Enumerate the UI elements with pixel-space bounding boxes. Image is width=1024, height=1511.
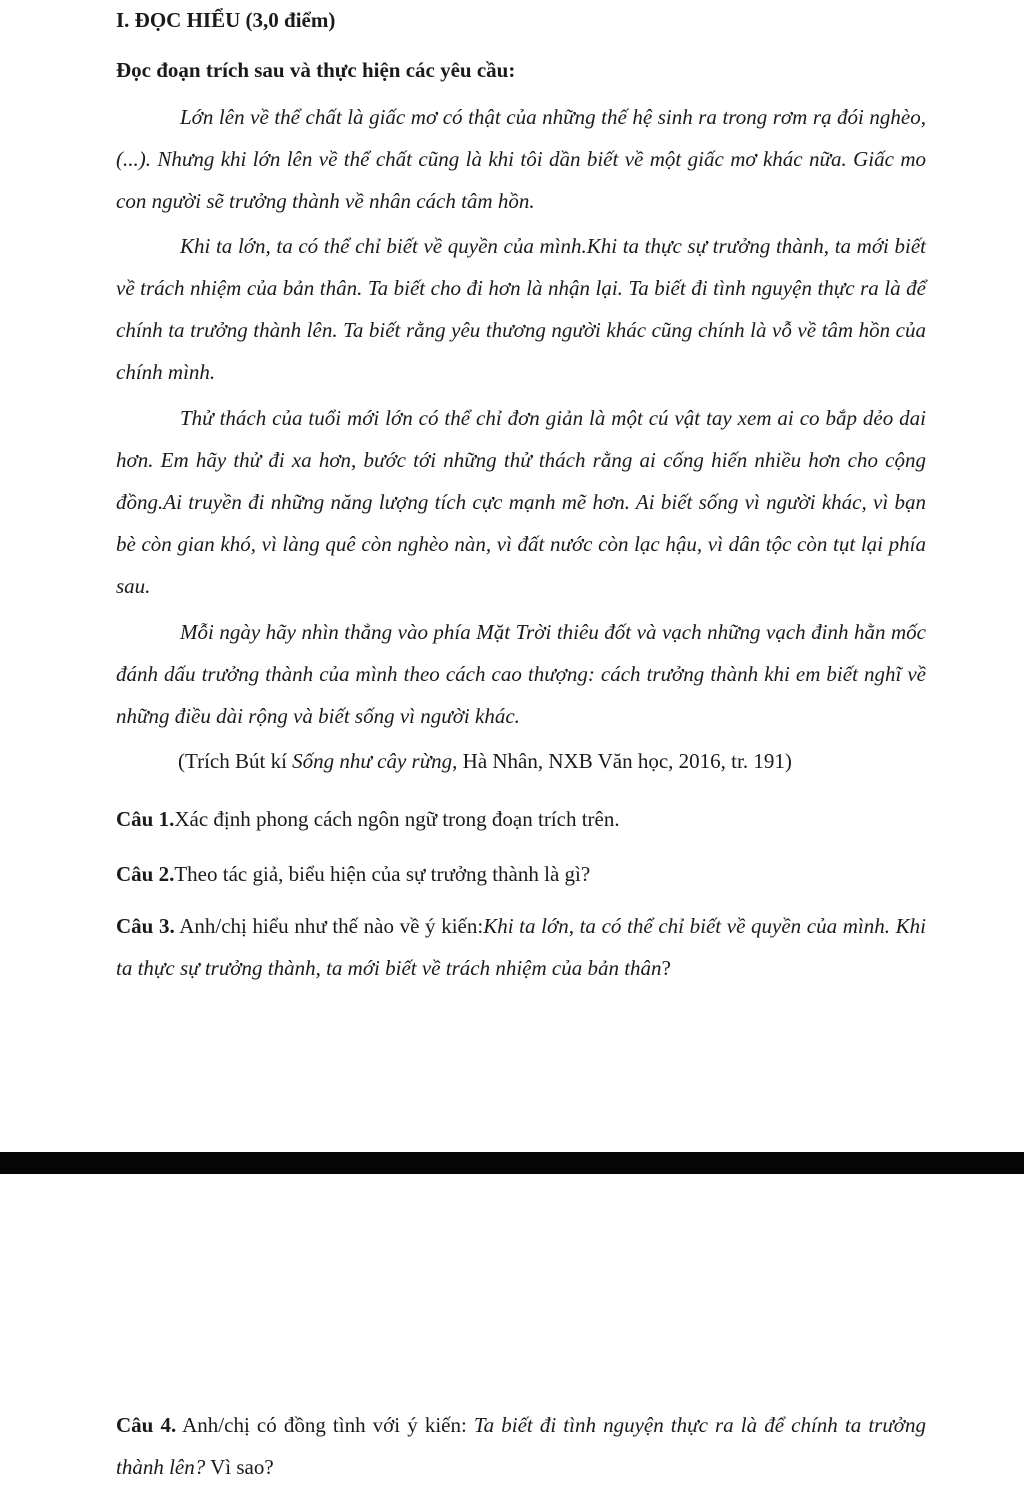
- question-label: Câu 2.: [116, 862, 175, 886]
- source-citation: [178, 740, 792, 782]
- question-1: [116, 798, 926, 840]
- page-divider-bar: [0, 1152, 1024, 1174]
- question-tail: Vì sao?: [205, 1455, 274, 1479]
- passage-paragraph-3: Thử thách của tuổi mới lớn có thể chỉ đơn giản là một cú vật tay xem ai co bắp dẻo dai hơn. Em hãy thử đi xa hơn, bước tới những thử thách rằng ai cống hiến nhiều hơn cho cộng đồng.Ai truyền đi những năng lượng tích cực mạnh mẽ hơn. Ai biết sống vì người khác, vì bạn bè còn gian khó, vì làng quê còn nghèo nàn, vì đất nước còn lạc hậu, vì dân tộc còn tụt lại phía sau.: [116, 406, 926, 598]
- question-text: Anh/chị hiểu như thế nào về ý kiến:: [174, 914, 484, 938]
- question-4: [116, 1404, 926, 1488]
- passage-paragraph-4: Mỗi ngày hãy nhìn thẳng vào phía Mặt Trời thiêu đốt và vạch những vạch đinh hằn mốc đánh dấu trưởng thành của mình theo cách cao thượng: cách trưởng thành khi em biết nghĩ về những điều dài rộng và biết sống vì người khác.: [116, 620, 926, 728]
- question-quote: Khi ta lớn, ta có thể chỉ biết về quyền của mình. Khi ta thực sự trưởng thành, ta mới biết về trách nhiệm của bản thân: [116, 914, 927, 980]
- citation-suffix: , Hà Nhân, NXB Văn học, 2016, tr. 191): [452, 749, 792, 773]
- instruction-heading: Đọc đoạn trích sau và thực hiện các yêu cầu:: [116, 58, 516, 82]
- question-quote: Ta biết đi tình nguyện thực ra là để chính ta trưởng thành lên?: [116, 1413, 926, 1479]
- passage-paragraph-2: Khi ta lớn, ta có thể chỉ biết về quyền của mình.Khi ta thực sự trưởng thành, ta mới biết về trách nhiệm của bản thân. Ta biết cho đi hơn là nhận lại. Ta biết đi tình nguyện thực ra là để chính ta trưởng thành lên. Ta biết rằng yêu thương người khác cũng chính là vỗ về tâm hồn của chính mình.: [116, 234, 926, 384]
- question-text: Xác định phong cách ngôn ngữ trong đoạn trích trên.: [174, 807, 620, 831]
- question-label: Câu 1.: [116, 807, 175, 831]
- section-title: I. ĐỌC HIỂU (3,0 điểm): [116, 8, 336, 32]
- question-text: Anh/chị có đồng tình với ý kiến:: [176, 1413, 474, 1437]
- question-label: Câu 4.: [116, 1413, 177, 1437]
- citation-prefix: (Trích Bút kí: [178, 749, 293, 773]
- citation-book-title: Sống như cây rừng: [292, 749, 453, 773]
- question-3: [116, 905, 926, 989]
- question-2: [116, 853, 926, 895]
- passage-paragraph-1: Lớn lên về thể chất là giấc mơ có thật của những thế hệ sinh ra trong rơm rạ đói nghèo,(...). Nhưng khi lớn lên về thể chất cũng là khi tôi dần biết về một giấc mơ khác nữa. Giấc mo con người sẽ trưởng thành về nhân cách tâm hồn.: [116, 105, 926, 213]
- question-tail: ?: [661, 956, 671, 980]
- question-label: Câu 3.: [116, 914, 175, 938]
- question-text: Theo tác giả, biểu hiện của sự trưởng thành là gì?: [174, 862, 591, 886]
